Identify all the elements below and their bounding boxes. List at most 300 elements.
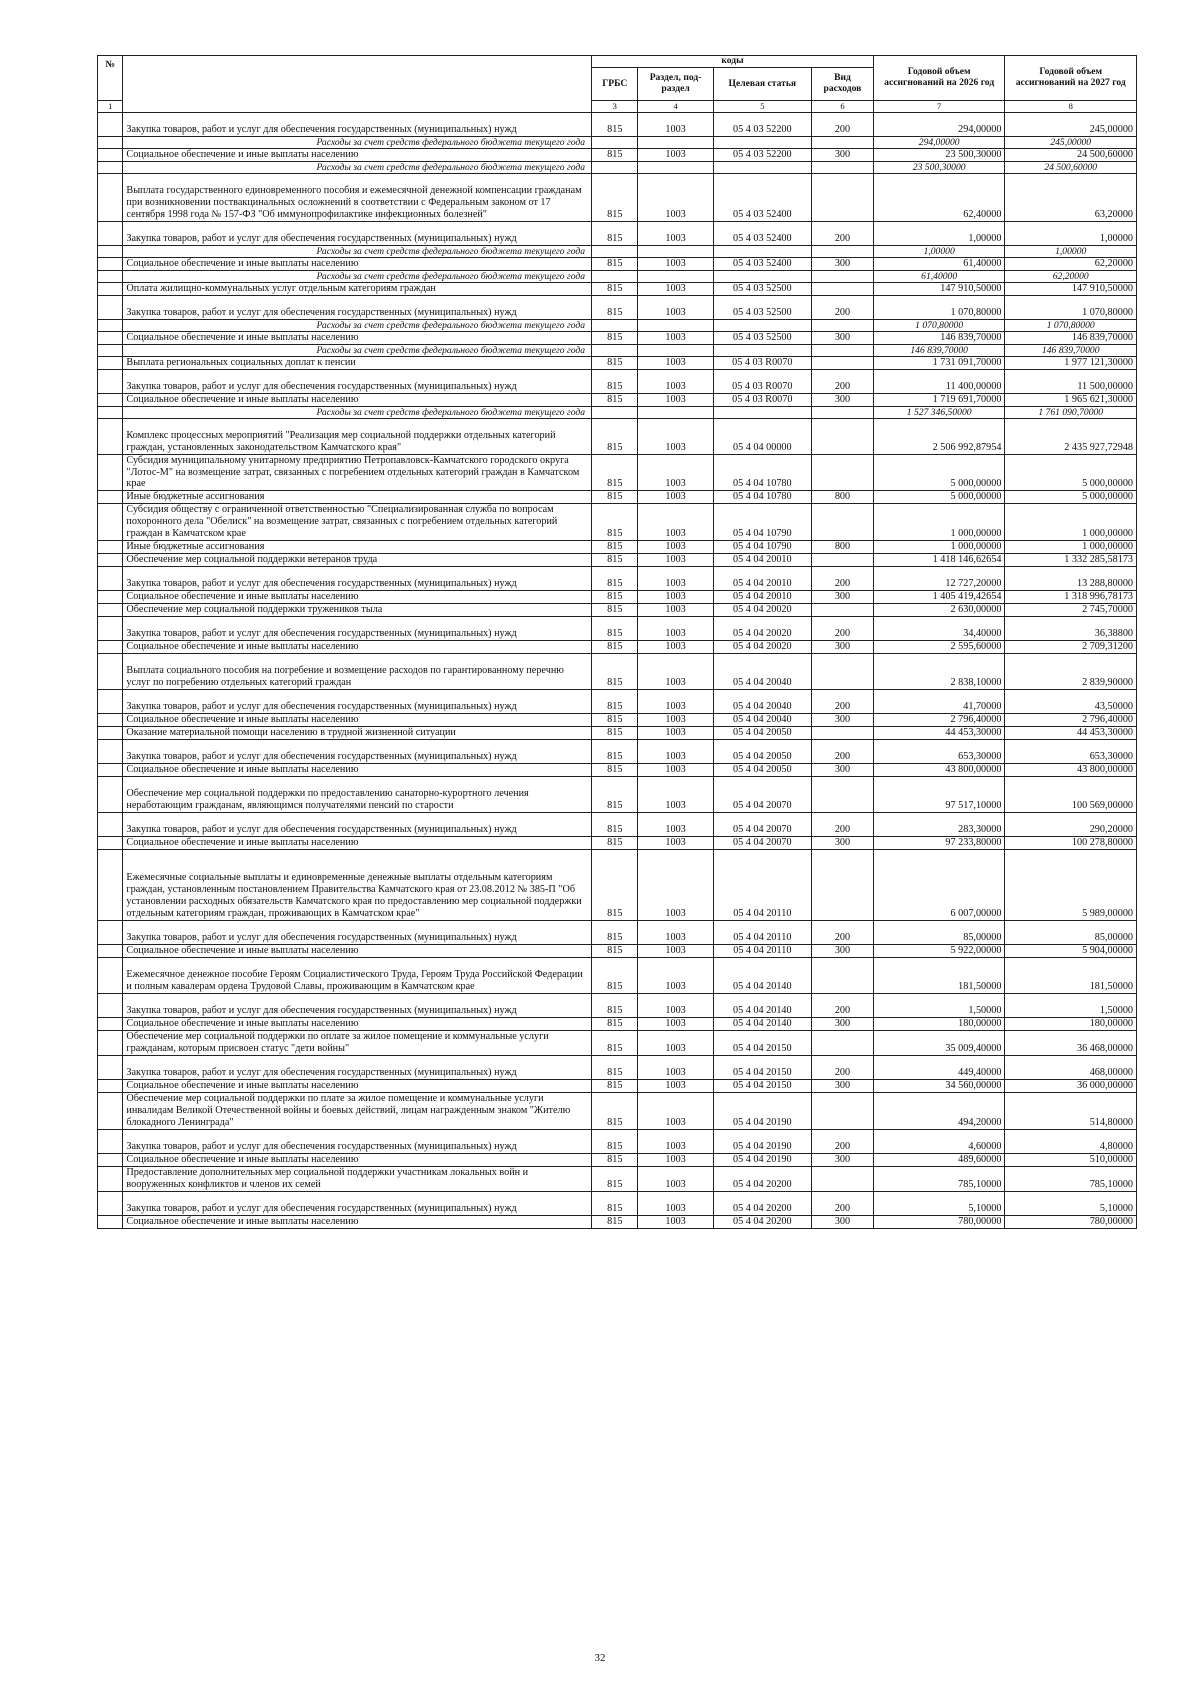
grbs-cell: 815: [592, 174, 638, 222]
volume-2026-cell: 494,20000: [873, 1092, 1005, 1129]
volume-2026-cell: 1 000,00000: [873, 504, 1005, 541]
expense-type-cell: 300: [812, 393, 874, 406]
table-row: [98, 454, 1137, 491]
section-cell: [638, 344, 713, 356]
section-cell: 1003: [638, 1153, 713, 1166]
table-row: [98, 221, 1137, 245]
target-article-cell: 05 4 04 20150: [713, 1031, 811, 1056]
expense-type-cell: 300: [812, 1153, 874, 1166]
target-article-cell: 05 4 03 52400: [713, 174, 811, 222]
volume-2026-cell: 6 007,00000: [873, 849, 1005, 920]
column-index: 3: [592, 101, 638, 113]
grbs-cell: 815: [592, 257, 638, 270]
row-name: Расходы за счет средств федерального бюджета текущего года: [123, 319, 592, 331]
row-name: Закупка товаров, работ и услуг для обеспечения государственных (муниципальных) нужд: [123, 221, 592, 245]
row-number-cell: [98, 257, 123, 270]
table-row: [98, 641, 1137, 654]
table-row: [98, 654, 1137, 690]
row-number-cell: [98, 162, 123, 174]
table-row: [98, 604, 1137, 617]
grbs-cell: 815: [592, 369, 638, 393]
column-index: 5: [713, 101, 811, 113]
volume-2026-cell: 2 595,60000: [873, 641, 1005, 654]
volume-2027-cell: 785,10000: [1005, 1166, 1137, 1191]
volume-2026-cell: 283,30000: [873, 812, 1005, 836]
grbs-cell: 815: [592, 1153, 638, 1166]
expense-type-cell: 200: [812, 1191, 874, 1215]
column-index: 1: [98, 101, 123, 113]
row-name: Субсидия обществу с ограниченной ответственностью "Специализированная служба по вопросам похоронного дела "Обелиск" на возмещение затрат, связанных с погребением отдельных категорий граждан в Камчатском крае: [123, 504, 592, 541]
row-number-cell: [98, 604, 123, 617]
volume-2027-cell: 5 000,00000: [1005, 454, 1137, 491]
expense-type-cell: 200: [812, 739, 874, 763]
volume-2027-cell: 245,00000: [1005, 113, 1137, 137]
table-row: [98, 726, 1137, 739]
row-number-cell: [98, 1153, 123, 1166]
volume-2026-cell: 1 405 419,42654: [873, 591, 1005, 604]
row-name: Закупка товаров, работ и услуг для обеспечения государственных (муниципальных) нужд: [123, 812, 592, 836]
volume-2026-cell: 294,00000: [873, 113, 1005, 137]
volume-2026-cell: 5 000,00000: [873, 491, 1005, 504]
target-article-cell: 05 4 04 20110: [713, 921, 811, 945]
row-number-cell: [98, 319, 123, 331]
target-article-cell: 05 4 03 52400: [713, 257, 811, 270]
volume-2027-cell: 5 989,00000: [1005, 849, 1137, 920]
section-cell: 1003: [638, 541, 713, 554]
row-name: Обеспечение мер социальной поддержки по оплате за жилое помещение и коммунальные услуги гражданам, которым присвоен статус "дети войны": [123, 1031, 592, 1056]
target-article-cell: 05 4 04 10780: [713, 454, 811, 491]
target-article-cell: 05 4 04 20070: [713, 812, 811, 836]
volume-2026-cell: 5 000,00000: [873, 454, 1005, 491]
section-cell: 1003: [638, 763, 713, 776]
volume-2027-cell: 5,10000: [1005, 1191, 1137, 1215]
target-article-cell: 05 4 04 20200: [713, 1191, 811, 1215]
row-name: Иные бюджетные ассигнования: [123, 491, 592, 504]
volume-2026-cell: 489,60000: [873, 1153, 1005, 1166]
row-number-cell: [98, 689, 123, 713]
section-cell: 1003: [638, 945, 713, 958]
grbs-cell: [592, 137, 638, 149]
row-number-cell: [98, 491, 123, 504]
volume-2026-cell: 653,30000: [873, 739, 1005, 763]
table-row: [98, 1031, 1137, 1056]
volume-2027-cell: 63,20000: [1005, 174, 1137, 222]
section-cell: 1003: [638, 149, 713, 162]
row-name: Социальное обеспечение и иные выплаты населению: [123, 836, 592, 849]
target-article-cell: 05 4 04 10790: [713, 504, 811, 541]
row-number-cell: [98, 344, 123, 356]
row-number-cell: [98, 616, 123, 640]
grbs-cell: 815: [592, 739, 638, 763]
expense-type-cell: 200: [812, 921, 874, 945]
header-number: №: [98, 56, 123, 101]
row-name: Социальное обеспечение и иные выплаты населению: [123, 714, 592, 727]
volume-2027-cell: 36,38800: [1005, 616, 1137, 640]
volume-2026-cell: 35 009,40000: [873, 1031, 1005, 1056]
table-row: [98, 1092, 1137, 1129]
expense-type-cell: [812, 849, 874, 920]
volume-2027-cell: 62,20000: [1005, 257, 1137, 270]
grbs-cell: 815: [592, 454, 638, 491]
section-cell: 1003: [638, 1191, 713, 1215]
row-number-cell: [98, 1055, 123, 1079]
volume-2027-cell: 100 278,80000: [1005, 836, 1137, 849]
target-article-cell: 05 4 03 R0070: [713, 369, 811, 393]
row-number-cell: [98, 958, 123, 994]
row-number-cell: [98, 356, 123, 369]
row-number-cell: [98, 504, 123, 541]
volume-2027-cell: 468,00000: [1005, 1055, 1137, 1079]
row-number-cell: [98, 1031, 123, 1056]
target-article-cell: 05 4 04 20020: [713, 604, 811, 617]
volume-2026-cell: 61,40000: [873, 270, 1005, 282]
grbs-cell: 815: [592, 849, 638, 920]
expense-type-cell: 300: [812, 945, 874, 958]
funding-source-row: [98, 245, 1137, 257]
funding-source-row: [98, 270, 1137, 282]
section-cell: 1003: [638, 616, 713, 640]
volume-2026-cell: 1 731 091,70000: [873, 356, 1005, 369]
expense-type-cell: 300: [812, 763, 874, 776]
volume-2026-cell: 5 922,00000: [873, 945, 1005, 958]
grbs-cell: 815: [592, 554, 638, 567]
row-number-cell: [98, 393, 123, 406]
volume-2027-cell: 2 745,70000: [1005, 604, 1137, 617]
target-article-cell: [713, 344, 811, 356]
table-row: [98, 616, 1137, 640]
table-row: [98, 1129, 1137, 1153]
table-row: [98, 1018, 1137, 1031]
expense-type-cell: [812, 282, 874, 295]
target-article-cell: 05 4 04 20110: [713, 945, 811, 958]
section-cell: 1003: [638, 1031, 713, 1056]
section-cell: 1003: [638, 994, 713, 1018]
table-row: [98, 295, 1137, 319]
section-cell: [638, 406, 713, 418]
volume-2026-cell: 34 560,00000: [873, 1080, 1005, 1093]
target-article-cell: [713, 270, 811, 282]
row-number-cell: [98, 454, 123, 491]
grbs-cell: 815: [592, 714, 638, 727]
row-name: Закупка товаров, работ и услуг для обеспечения государственных (муниципальных) нужд: [123, 1055, 592, 1079]
row-name: Обеспечение мер социальной поддержки тружеников тыла: [123, 604, 592, 617]
volume-2027-cell: 780,00000: [1005, 1215, 1137, 1228]
row-number-cell: [98, 776, 123, 812]
expense-type-cell: 200: [812, 689, 874, 713]
grbs-cell: 815: [592, 491, 638, 504]
row-name: Обеспечение мер социальной поддержки по предоставлению санаторно-курортного лечения неработающим гражданам, являющимся получателями пенсий по старости: [123, 776, 592, 812]
target-article-cell: 05 4 03 52200: [713, 113, 811, 137]
expense-type-cell: 200: [812, 369, 874, 393]
header-target-article: Целевая статья: [713, 68, 811, 101]
volume-2026-cell: 5,10000: [873, 1191, 1005, 1215]
volume-2026-cell: 1 070,80000: [873, 319, 1005, 331]
target-article-cell: 05 4 04 20040: [713, 689, 811, 713]
table-row: [98, 776, 1137, 812]
section-cell: 1003: [638, 739, 713, 763]
volume-2026-cell: 23 500,30000: [873, 162, 1005, 174]
row-name: Расходы за счет средств федерального бюджета текущего года: [123, 344, 592, 356]
row-name: Социальное обеспечение и иные выплаты населению: [123, 763, 592, 776]
target-article-cell: [713, 319, 811, 331]
grbs-cell: 815: [592, 689, 638, 713]
row-number-cell: [98, 641, 123, 654]
table-row: [98, 1166, 1137, 1191]
section-cell: 1003: [638, 554, 713, 567]
target-article-cell: 05 4 04 20050: [713, 763, 811, 776]
section-cell: 1003: [638, 1092, 713, 1129]
grbs-cell: [592, 270, 638, 282]
row-name: Расходы за счет средств федерального бюджета текущего года: [123, 137, 592, 149]
row-name: Социальное обеспечение и иные выплаты населению: [123, 641, 592, 654]
target-article-cell: 05 4 04 20140: [713, 958, 811, 994]
expense-type-cell: 300: [812, 1018, 874, 1031]
grbs-cell: 815: [592, 113, 638, 137]
table-row: [98, 1055, 1137, 1079]
grbs-cell: 815: [592, 1080, 638, 1093]
row-number-cell: [98, 113, 123, 137]
section-cell: 1003: [638, 418, 713, 454]
section-cell: [638, 319, 713, 331]
volume-2026-cell: 85,00000: [873, 921, 1005, 945]
expense-type-cell: 200: [812, 1055, 874, 1079]
table-row: [98, 994, 1137, 1018]
row-number-cell: [98, 270, 123, 282]
target-article-cell: 05 4 03 R0070: [713, 356, 811, 369]
expense-type-cell: [812, 1092, 874, 1129]
volume-2027-cell: 147 910,50000: [1005, 282, 1137, 295]
target-article-cell: 05 4 04 20050: [713, 739, 811, 763]
volume-2027-cell: 514,80000: [1005, 1092, 1137, 1129]
row-number-cell: [98, 812, 123, 836]
section-cell: 1003: [638, 295, 713, 319]
volume-2027-cell: 36 468,00000: [1005, 1031, 1137, 1056]
volume-2027-cell: 146 839,70000: [1005, 344, 1137, 356]
expense-type-cell: [812, 1166, 874, 1191]
grbs-cell: 815: [592, 504, 638, 541]
table-row: [98, 257, 1137, 270]
row-number-cell: [98, 245, 123, 257]
volume-2027-cell: 62,20000: [1005, 270, 1137, 282]
header-codes: коды: [592, 56, 874, 68]
volume-2027-cell: 653,30000: [1005, 739, 1137, 763]
table-row: [98, 1191, 1137, 1215]
table-row: [98, 849, 1137, 920]
grbs-cell: 815: [592, 282, 638, 295]
table-row: [98, 567, 1137, 591]
volume-2026-cell: 23 500,30000: [873, 149, 1005, 162]
section-cell: 1003: [638, 654, 713, 690]
grbs-cell: 815: [592, 776, 638, 812]
expense-type-cell: 300: [812, 591, 874, 604]
target-article-cell: 05 4 04 20010: [713, 554, 811, 567]
grbs-cell: 815: [592, 1191, 638, 1215]
grbs-cell: [592, 344, 638, 356]
expense-type-cell: [812, 344, 874, 356]
volume-2026-cell: 1,00000: [873, 221, 1005, 245]
target-article-cell: 05 4 04 20190: [713, 1129, 811, 1153]
volume-2026-cell: 1 000,00000: [873, 541, 1005, 554]
grbs-cell: 815: [592, 567, 638, 591]
expense-type-cell: [812, 406, 874, 418]
grbs-cell: [592, 162, 638, 174]
header-grbs: ГРБС: [592, 68, 638, 101]
row-name: Социальное обеспечение и иные выплаты населению: [123, 393, 592, 406]
funding-source-row: [98, 344, 1137, 356]
volume-2026-cell: 34,40000: [873, 616, 1005, 640]
expense-type-cell: [812, 776, 874, 812]
volume-2026-cell: 43 800,00000: [873, 763, 1005, 776]
table-row: [98, 591, 1137, 604]
target-article-cell: 05 4 04 10790: [713, 541, 811, 554]
row-name: Обеспечение мер социальной поддержки ветеранов труда: [123, 554, 592, 567]
target-article-cell: 05 4 04 20150: [713, 1055, 811, 1079]
table-row: [98, 714, 1137, 727]
section-cell: [638, 162, 713, 174]
header-volume-2026: Годовой объем ассигнований на 2026 год: [873, 56, 1005, 101]
row-number-cell: [98, 149, 123, 162]
expense-type-cell: 200: [812, 994, 874, 1018]
table-row: [98, 331, 1137, 344]
grbs-cell: 815: [592, 418, 638, 454]
grbs-cell: 815: [592, 763, 638, 776]
row-number-cell: [98, 406, 123, 418]
volume-2027-cell: 5 000,00000: [1005, 491, 1137, 504]
column-index: 4: [638, 101, 713, 113]
table-row: [98, 149, 1137, 162]
table-row: [98, 554, 1137, 567]
grbs-cell: 815: [592, 616, 638, 640]
row-name: Социальное обеспечение и иные выплаты населению: [123, 1018, 592, 1031]
volume-2027-cell: 181,50000: [1005, 958, 1137, 994]
row-number-cell: [98, 739, 123, 763]
expense-type-cell: 800: [812, 491, 874, 504]
row-number-cell: [98, 418, 123, 454]
section-cell: 1003: [638, 454, 713, 491]
column-index: 6: [812, 101, 874, 113]
row-name: Ежемесячные социальные выплаты и единовременные денежные выплаты отдельным категориям граждан, установленным постановлением Правительства Камчатского края от 23.08.2012 № 385-П "Об установлении расходных обязательств Камчатского края по предоставлению мер социальной поддержки отдельным категориям граждан, проживающих в Камчатском крае": [123, 849, 592, 920]
volume-2027-cell: 290,20000: [1005, 812, 1137, 836]
section-cell: 1003: [638, 1018, 713, 1031]
volume-2026-cell: 97 517,10000: [873, 776, 1005, 812]
section-cell: 1003: [638, 257, 713, 270]
funding-source-row: [98, 162, 1137, 174]
expense-type-cell: 300: [812, 714, 874, 727]
table-row: [98, 1215, 1137, 1228]
table-row: [98, 958, 1137, 994]
row-name: Закупка товаров, работ и услуг для обеспечения государственных (муниципальных) нужд: [123, 921, 592, 945]
header-expense-type: Вид расходов: [812, 68, 874, 101]
table-row: [98, 356, 1137, 369]
row-number-cell: [98, 221, 123, 245]
row-name: Социальное обеспечение и иные выплаты населению: [123, 149, 592, 162]
target-article-cell: 05 4 04 20190: [713, 1153, 811, 1166]
section-cell: [638, 137, 713, 149]
table-row: [98, 541, 1137, 554]
section-cell: 1003: [638, 689, 713, 713]
section-cell: 1003: [638, 714, 713, 727]
grbs-cell: 815: [592, 994, 638, 1018]
expense-type-cell: 300: [812, 257, 874, 270]
row-name: Оплата жилищно-коммунальных услуг отдельным категориям граждан: [123, 282, 592, 295]
volume-2026-cell: 1 070,80000: [873, 295, 1005, 319]
target-article-cell: 05 4 04 20150: [713, 1080, 811, 1093]
row-number-cell: [98, 714, 123, 727]
volume-2027-cell: 2 709,31200: [1005, 641, 1137, 654]
column-index: 7: [873, 101, 1005, 113]
row-name: Выплата государственного единовременного пособия и ежемесячной денежной компенсации гражданам при возникновении поствакцинальных осложнений в соответствии с Федеральным законом от 17 сентября 1998 года № 157-ФЗ "Об иммунопрофилактике инфекционных болезней": [123, 174, 592, 222]
volume-2026-cell: 1,50000: [873, 994, 1005, 1018]
row-number-cell: [98, 763, 123, 776]
section-cell: 1003: [638, 491, 713, 504]
section-cell: 1003: [638, 1215, 713, 1228]
row-name: Расходы за счет средств федерального бюджета текущего года: [123, 245, 592, 257]
volume-2026-cell: 4,60000: [873, 1129, 1005, 1153]
grbs-cell: 815: [592, 1215, 638, 1228]
grbs-cell: 815: [592, 591, 638, 604]
grbs-cell: 815: [592, 1166, 638, 1191]
target-article-cell: [713, 162, 811, 174]
volume-2026-cell: 146 839,70000: [873, 344, 1005, 356]
grbs-cell: [592, 245, 638, 257]
row-number-cell: [98, 836, 123, 849]
row-number-cell: [98, 1191, 123, 1215]
target-article-cell: 05 4 04 20110: [713, 849, 811, 920]
section-cell: 1003: [638, 282, 713, 295]
target-article-cell: 05 4 03 52500: [713, 331, 811, 344]
target-article-cell: 05 4 03 52400: [713, 221, 811, 245]
target-article-cell: 05 4 03 R0070: [713, 393, 811, 406]
row-name: Закупка товаров, работ и услуг для обеспечения государственных (муниципальных) нужд: [123, 113, 592, 137]
section-cell: 1003: [638, 591, 713, 604]
expense-type-cell: 200: [812, 295, 874, 319]
table-row: [98, 393, 1137, 406]
volume-2027-cell: 36 000,00000: [1005, 1080, 1137, 1093]
volume-2026-cell: 147 910,50000: [873, 282, 1005, 295]
row-number-cell: [98, 331, 123, 344]
volume-2027-cell: 2 435 927,72948: [1005, 418, 1137, 454]
volume-2027-cell: 4,80000: [1005, 1129, 1137, 1153]
expense-type-cell: 200: [812, 616, 874, 640]
row-number-cell: [98, 1166, 123, 1191]
row-number-cell: [98, 849, 123, 920]
volume-2026-cell: 785,10000: [873, 1166, 1005, 1191]
grbs-cell: 815: [592, 1018, 638, 1031]
target-article-cell: 05 4 04 20010: [713, 591, 811, 604]
target-article-cell: 05 4 04 20020: [713, 641, 811, 654]
section-cell: 1003: [638, 836, 713, 849]
volume-2027-cell: 43 800,00000: [1005, 763, 1137, 776]
row-number-cell: [98, 554, 123, 567]
row-number-cell: [98, 174, 123, 222]
row-number-cell: [98, 945, 123, 958]
row-name: Обеспечение мер социальной поддержки по плате за жилое помещение и коммунальные услуги инвалидам Великой Отечественной войны и боевых действий, лицам награжденным знаком "Жителю блокадного Ленинграда": [123, 1092, 592, 1129]
grbs-cell: 815: [592, 1031, 638, 1056]
row-name: Закупка товаров, работ и услуг для обеспечения государственных (муниципальных) нужд: [123, 567, 592, 591]
header-name: [123, 56, 592, 113]
target-article-cell: 05 4 04 00000: [713, 418, 811, 454]
grbs-cell: 815: [592, 1055, 638, 1079]
row-number-cell: [98, 295, 123, 319]
table-row: [98, 113, 1137, 137]
row-name: Расходы за счет средств федерального бюджета текущего года: [123, 406, 592, 418]
row-name: Социальное обеспечение и иные выплаты населению: [123, 1215, 592, 1228]
table-row: [98, 763, 1137, 776]
target-article-cell: 05 4 04 20040: [713, 714, 811, 727]
section-cell: 1003: [638, 958, 713, 994]
section-cell: 1003: [638, 504, 713, 541]
grbs-cell: 815: [592, 958, 638, 994]
